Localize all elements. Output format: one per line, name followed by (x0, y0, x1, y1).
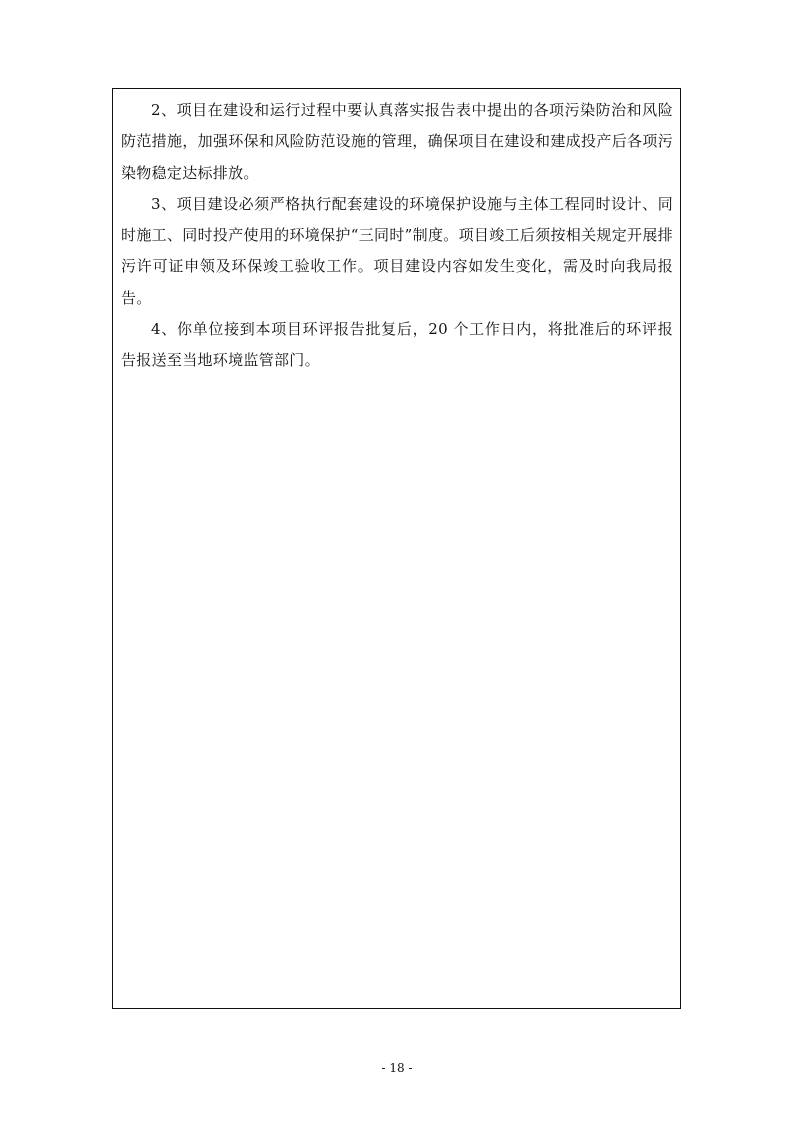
approval-item-3: 3、项目建设必须严格执行配套建设的环境保护设施与主体工程同时设计、同时施工、同时投产使用的环境保护“三同时”制度。项目竣工后须按相关规定开展排污许可证申领及环保竣工验收工作。项目建设内容如发生变化，需及时向我局报告。 (121, 194, 673, 307)
approval-text-box (112, 88, 681, 1009)
approval-content (121, 95, 673, 377)
approval-item-4: 4、你单位接到本项目环评报告批复后，20 个工作日内，将批准后的环评报告报送至当地环境监管部门。 (121, 320, 673, 370)
approval-item-2: 2、项目在建设和运行过程中要认真落实报告表中提出的各项污染防治和风险防范措施，加强环保和风险防范设施的管理，确保项目在建设和建成投产后各项污染物稳定达标排放。 (121, 101, 673, 182)
page-number: - 18 - (381, 1061, 413, 1075)
